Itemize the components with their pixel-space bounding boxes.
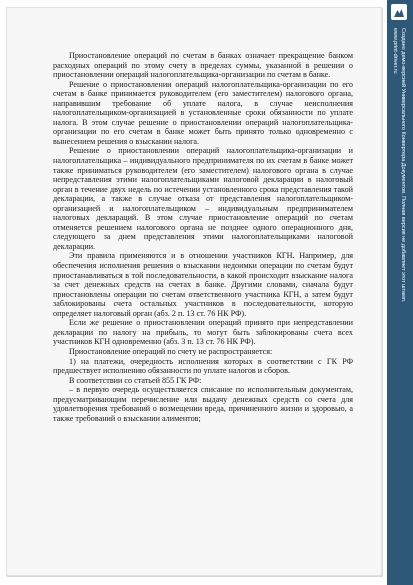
paragraph: В соответствии со статьей 855 ГК РФ: <box>69 375 202 385</box>
paragraph: Решение о приостановлении операций налогоплательщика-организации и налогоплательщика – индивидуального предпринимателя по их счетам в банке может также приниматься руководителем (его заместителем) налогового органа в случае непредставления этими налогоплательщиками налоговой декларации в налоговый орган в течение двух недель по истечении установленного срока представления такой декларации, а также в случае отказа от представления налогоплательщиком-организацией и налогоплательщиком – индивидуальным предпринимателем налоговых деклараций. В этом случае приостановление операций по счетам отменяется решением налогового органа не позднее одного операционного дня, следующего за днем представления этими налогоплательщиками налоговой декларации. <box>53 146 353 251</box>
watermark-text <box>391 28 407 302</box>
document-text <box>53 51 353 423</box>
paragraph: – в первую очередь осуществляется списание по исполнительным документам, предусматривающим перечисление или выдачу денежных средств со счета для удовлетворения требований о возмещении вреда, причиненного жизни и здоровью, а также требований о взыскании алиментов; <box>53 385 353 423</box>
watermark-link[interactable]: www.print-driver.ru <box>392 28 398 74</box>
watermark-sidebar <box>387 0 413 585</box>
paragraph: Приостановление операций по счету не распространяется: <box>69 346 273 356</box>
paragraph: 1) на платежи, очередность исполнения которых в соответствии с ГК РФ предшествует исполнению обязанности по уплате налогов и сборов. <box>53 356 353 376</box>
paragraph: Приостановление операций по счетам в банках означает прекращение банком расходных операций по этому счету в пределах суммы, указанной в решении о приостановлении операций налогоплательщика-организации по счетам в банке. <box>53 51 353 80</box>
paragraph: Решение о приостановлении операций налогоплательщика-организации по его счетам в банке принимается руководителем (его заместителем) налогового органа, направившим требование об уплате налога, в случае неисполнения налогоплательщиком-организацией в установленные сроки обязанности по уплате налога. В этом случае решение о приостановлении операций налогоплательщика-организации по его счетам в банке может быть принято только одновременно с вынесением решения о взыскании налога. <box>53 79 353 146</box>
paragraph: Если же решение о приостановлении операций принято при непредставлении декларации по налогу на прибыль, то могут быть заблокированы счета всех участников КГН одновременно (абз. 3 п. 13 ст. 76 НК РФ). <box>53 318 353 347</box>
document-page <box>6 7 382 576</box>
watermark-line: Создано демо-версией Универсального Конвертера Документов. Полная версия не добавляет этот штамп. <box>400 28 406 303</box>
converter-logo-icon <box>391 4 407 20</box>
paragraph: Эти правила применяются и в отношении участников КГН. Например, для обеспечения исполнения решения о взыскании недоимки операции по счетам будут приостанавливаться в той последовательности, в какой происходит взыскание налога за счет денежных средств на счетах в банке. Другими словами, сначала будут приостановлены операции по счетам ответственного участника КГН, а затем будут заблокированы счета остальных участников в последовательности, которую определяет налоговый орган (абз. 2 п. 13 ст. 76 НК РФ). <box>53 251 353 318</box>
